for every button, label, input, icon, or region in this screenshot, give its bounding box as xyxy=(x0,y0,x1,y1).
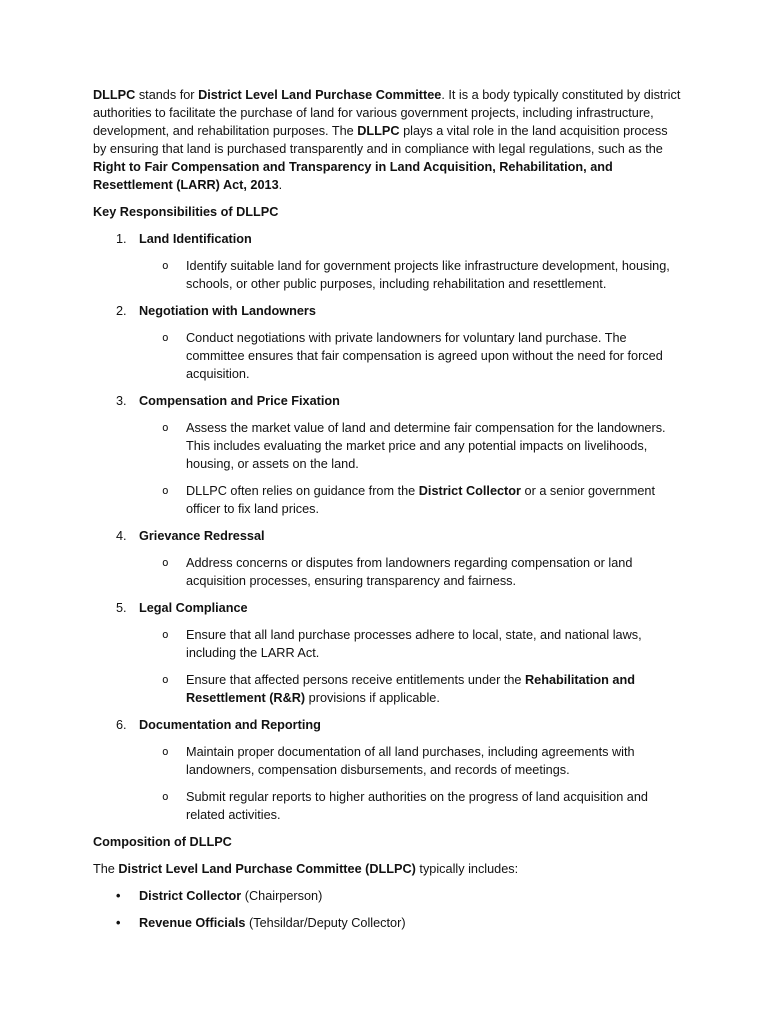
document-body xyxy=(93,86,683,941)
responsibility-title: Land Identification xyxy=(139,232,252,246)
responsibility-title: Grievance Redressal xyxy=(139,529,265,543)
list-number: 4. xyxy=(116,529,127,543)
bullet-icon: • xyxy=(116,916,121,930)
list-number: 6. xyxy=(116,718,127,732)
sub-point: o Submit regular reports to higher authorities on the progress of land acquisition and related activities. xyxy=(162,790,648,822)
composition-intro: The District Level Land Purchase Committee (DLLPC) typically includes: xyxy=(93,862,519,876)
intro-act-name: Right to Fair Compensation and Transparency in Land Acquisition, Rehabilitation, and Resettlement (LARR) Act, 2013 xyxy=(93,160,613,192)
sub-point: o Address concerns or disputes from landowners regarding compensation or land acquisition processes, ensuring transparency and fairness. xyxy=(162,556,633,588)
sub-point: o Assess the market value of land and determine fair compensation for the landowners. This includes evaluating the market price and any potential impacts on livelihoods, housing, or assets on the land. xyxy=(162,421,666,471)
member-item xyxy=(93,887,683,905)
responsibility-item xyxy=(93,716,683,734)
responsibility-title: Documentation and Reporting xyxy=(139,718,321,732)
circle-bullet-icon: o xyxy=(162,790,169,803)
responsibility-title: Legal Compliance xyxy=(139,601,248,615)
list-number: 2. xyxy=(116,304,127,318)
bullet-icon: • xyxy=(116,889,121,903)
list-number: 1. xyxy=(116,232,127,246)
members-list xyxy=(93,887,683,932)
list-number: 5. xyxy=(116,601,127,615)
circle-bullet-icon: o xyxy=(162,556,169,569)
circle-bullet-icon: o xyxy=(162,421,169,434)
circle-bullet-icon: o xyxy=(162,484,169,497)
sub-point: o Maintain proper documentation of all land purchases, including agreements with landowners, compensation disbursements, and records of meetings. xyxy=(162,745,635,777)
sub-point: o Ensure that affected persons receive entitlements under the Rehabilitation and Resettlement (R&R) provisions if applicable. xyxy=(162,673,635,705)
sub-point: o Identify suitable land for government projects like infrastructure development, housing, schools, or other public purposes, including rehabilitation and resettlement. xyxy=(162,259,670,291)
responsibility-title: Negotiation with Landowners xyxy=(139,304,316,318)
circle-bullet-icon: o xyxy=(162,745,169,758)
responsibilities-list xyxy=(93,230,683,824)
member-role: (Tehsildar/Deputy Collector) xyxy=(245,916,406,930)
list-number: 3. xyxy=(116,394,127,408)
circle-bullet-icon: o xyxy=(162,331,169,344)
responsibility-item xyxy=(93,527,683,545)
intro-paragraph: DLLPC stands for District Level Land Purchase Committee. It is a body typically constituted by district authorities to facilitate the purchase of land for various government projects, including infrastructure, development, and rehabilitation purposes. The DLLPC plays a vital role in the land acquisition process by ensuring that land is purchased transparently and in compliance with legal regulations, such as the Right to Fair Compensation and Transparency in Land Acquisition, Rehabilitation, and Resettlement (LARR) Act, 2013. xyxy=(93,88,681,192)
responsibility-item xyxy=(93,392,683,410)
composition-heading: Composition of DLLPC xyxy=(93,835,232,849)
responsibility-item xyxy=(93,599,683,617)
intro-term: DLLPC xyxy=(93,88,136,102)
circle-bullet-icon: o xyxy=(162,259,169,272)
member-title: District Collector xyxy=(139,889,242,903)
sub-point: o Ensure that all land purchase processes adhere to local, state, and national laws, including the LARR Act. xyxy=(162,628,642,660)
sub-point: o DLLPC often relies on guidance from the District Collector or a senior government officer to fix land prices. xyxy=(162,484,655,516)
circle-bullet-icon: o xyxy=(162,673,169,686)
sub-point: o Conduct negotiations with private landowners for voluntary land purchase. The committee ensures that fair compensation is agreed upon without the need for forced acquisition. xyxy=(162,331,663,381)
responsibility-item xyxy=(93,230,683,248)
intro-fullname: District Level Land Purchase Committee xyxy=(198,88,442,102)
responsibilities-heading: Key Responsibilities of DLLPC xyxy=(93,205,279,219)
member-title: Revenue Officials xyxy=(139,916,246,930)
member-role: (Chairperson) xyxy=(241,889,323,903)
committee-name: District Level Land Purchase Committee (DLLPC) xyxy=(118,862,416,876)
circle-bullet-icon: o xyxy=(162,628,169,641)
responsibility-item xyxy=(93,302,683,320)
member-item xyxy=(93,914,683,932)
responsibility-title: Compensation and Price Fixation xyxy=(139,394,340,408)
